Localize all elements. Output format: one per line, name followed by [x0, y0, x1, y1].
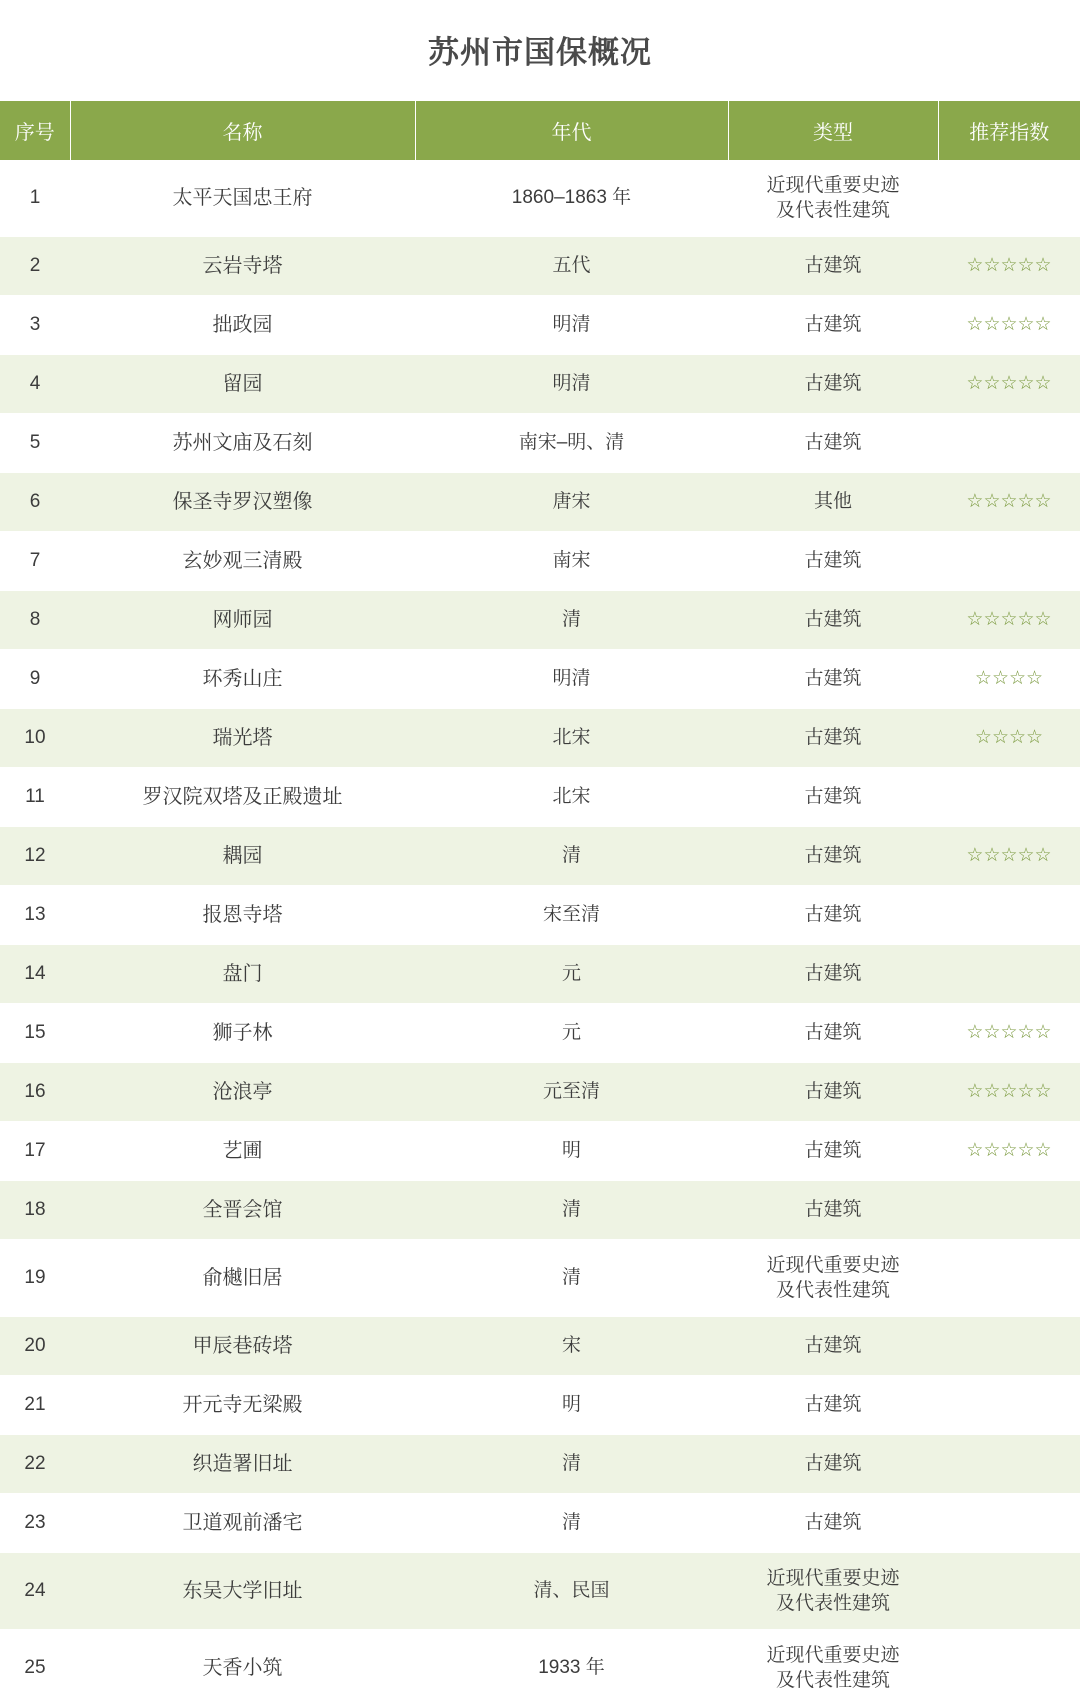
cell-rating: ☆☆☆☆☆	[938, 237, 1080, 296]
cell-name: 俞樾旧居	[70, 1240, 415, 1317]
cell-era: 清	[415, 1240, 728, 1317]
cell-rating: ☆☆☆☆☆	[938, 355, 1080, 414]
cell-rating: ☆☆☆☆☆	[938, 591, 1080, 650]
table-row	[0, 1494, 1080, 1553]
table-row	[0, 355, 1080, 414]
table-row	[0, 1181, 1080, 1240]
table-row	[0, 237, 1080, 296]
table-row	[0, 1240, 1080, 1317]
cell-index: 18	[0, 1181, 70, 1240]
cell-rating	[938, 945, 1080, 1004]
type-line: 及代表性建筑	[775, 200, 890, 221]
cell-type	[728, 160, 938, 237]
cell-name: 天香小筑	[70, 1630, 415, 1707]
cell-index: 15	[0, 1004, 70, 1063]
cell-index: 22	[0, 1435, 70, 1494]
cell-name: 报恩寺塔	[70, 886, 415, 945]
cell-era: 唐宋	[415, 473, 728, 532]
cell-index: 13	[0, 886, 70, 945]
cell-name: 拙政园	[70, 296, 415, 355]
cell-era: 元	[415, 1004, 728, 1063]
cell-name: 瑞光塔	[70, 709, 415, 768]
cell-rating	[938, 1376, 1080, 1435]
cell-rating	[938, 1181, 1080, 1240]
table-row	[0, 886, 1080, 945]
cell-name: 罗汉院双塔及正殿遗址	[70, 768, 415, 827]
cell-rating	[938, 1553, 1080, 1630]
cell-era: 清	[415, 1435, 728, 1494]
table-row	[0, 768, 1080, 827]
cell-type: 古建筑	[728, 591, 938, 650]
cell-era: 元至清	[415, 1063, 728, 1122]
cell-type: 古建筑	[728, 355, 938, 414]
table-header	[0, 101, 1080, 160]
cell-era: 南宋	[415, 532, 728, 591]
cell-name: 织造署旧址	[70, 1435, 415, 1494]
cell-name: 玄妙观三清殿	[70, 532, 415, 591]
cell-name: 艺圃	[70, 1122, 415, 1181]
table-row	[0, 1004, 1080, 1063]
cell-type: 古建筑	[728, 945, 938, 1004]
cell-index: 11	[0, 768, 70, 827]
table-row	[0, 650, 1080, 709]
cell-era: 北宋	[415, 709, 728, 768]
cell-type: 古建筑	[728, 886, 938, 945]
cell-name: 耦园	[70, 827, 415, 886]
cell-index: 1	[0, 160, 70, 237]
table-row	[0, 160, 1080, 237]
table-row	[0, 532, 1080, 591]
cell-era: 明清	[415, 650, 728, 709]
cell-index: 7	[0, 532, 70, 591]
cell-era: 北宋	[415, 768, 728, 827]
cell-index: 16	[0, 1063, 70, 1122]
cell-index: 14	[0, 945, 70, 1004]
cell-rating: ☆☆☆☆☆	[938, 296, 1080, 355]
cell-type: 古建筑	[728, 1494, 938, 1553]
column-header-era: 年代	[415, 101, 728, 160]
cell-rating	[938, 1630, 1080, 1707]
cell-rating	[938, 1317, 1080, 1376]
table-row	[0, 591, 1080, 650]
table-row	[0, 1435, 1080, 1494]
cell-index: 5	[0, 414, 70, 473]
cell-type: 古建筑	[728, 1122, 938, 1181]
cell-name: 留园	[70, 355, 415, 414]
cell-index: 10	[0, 709, 70, 768]
table-row	[0, 473, 1080, 532]
cell-index: 25	[0, 1630, 70, 1707]
cell-type: 古建筑	[728, 827, 938, 886]
cell-rating: ☆☆☆☆☆	[938, 1122, 1080, 1181]
cell-era: 元	[415, 945, 728, 1004]
cell-name: 卫道观前潘宅	[70, 1494, 415, 1553]
cell-index: 2	[0, 237, 70, 296]
cell-rating: ☆☆☆☆	[938, 650, 1080, 709]
cell-type: 其他	[728, 473, 938, 532]
column-header-rating: 推荐指数	[938, 101, 1080, 160]
cell-index: 3	[0, 296, 70, 355]
cell-era: 南宋–明、清	[415, 414, 728, 473]
cell-era: 明清	[415, 296, 728, 355]
cell-type: 古建筑	[728, 1063, 938, 1122]
cell-era: 宋	[415, 1317, 728, 1376]
cell-type: 古建筑	[728, 296, 938, 355]
cell-type: 古建筑	[728, 650, 938, 709]
table-row	[0, 1376, 1080, 1435]
cell-rating: ☆☆☆☆☆	[938, 827, 1080, 886]
table-row	[0, 827, 1080, 886]
cell-name: 狮子林	[70, 1004, 415, 1063]
table-row	[0, 945, 1080, 1004]
cell-era: 清	[415, 1181, 728, 1240]
cell-type	[728, 1630, 938, 1707]
cell-rating	[938, 160, 1080, 237]
table-row	[0, 1063, 1080, 1122]
cell-era: 明	[415, 1122, 728, 1181]
type-line: 近现代重要史迹	[766, 1644, 900, 1666]
table-row	[0, 1553, 1080, 1630]
cell-type: 古建筑	[728, 1376, 938, 1435]
cell-index: 19	[0, 1240, 70, 1317]
cell-name: 沧浪亭	[70, 1063, 415, 1122]
cell-rating	[938, 1240, 1080, 1317]
cell-era: 清	[415, 827, 728, 886]
cell-era: 五代	[415, 237, 728, 296]
cell-era: 清	[415, 591, 728, 650]
cell-rating: ☆☆☆☆☆	[938, 1004, 1080, 1063]
cell-rating	[938, 1494, 1080, 1553]
cell-name: 保圣寺罗汉塑像	[70, 473, 415, 532]
cell-type	[728, 1553, 938, 1630]
cell-type: 古建筑	[728, 1181, 938, 1240]
cell-index: 6	[0, 473, 70, 532]
table-row	[0, 296, 1080, 355]
table-row	[0, 1630, 1080, 1707]
cell-era: 清、民国	[415, 1553, 728, 1630]
cell-rating	[938, 1435, 1080, 1494]
cell-type: 古建筑	[728, 414, 938, 473]
table-body	[0, 160, 1080, 1707]
table-row	[0, 1122, 1080, 1181]
cell-type: 古建筑	[728, 768, 938, 827]
cell-index: 4	[0, 355, 70, 414]
cell-index: 24	[0, 1553, 70, 1630]
cell-type: 古建筑	[728, 1435, 938, 1494]
cell-name: 苏州文庙及石刻	[70, 414, 415, 473]
type-line: 及代表性建筑	[775, 1280, 890, 1301]
cell-era: 宋至清	[415, 886, 728, 945]
cell-name: 全晋会馆	[70, 1181, 415, 1240]
type-line: 近现代重要史迹	[766, 1567, 900, 1589]
cell-index: 17	[0, 1122, 70, 1181]
table-row	[0, 1317, 1080, 1376]
cell-name: 网师园	[70, 591, 415, 650]
cell-era: 1860–1863 年	[415, 160, 728, 237]
type-line: 及代表性建筑	[775, 1593, 890, 1614]
column-header-type: 类型	[728, 101, 938, 160]
cell-index: 23	[0, 1494, 70, 1553]
page-title: 苏州市国保概况	[428, 35, 652, 70]
cell-rating	[938, 532, 1080, 591]
cell-rating	[938, 414, 1080, 473]
cell-rating: ☆☆☆☆☆	[938, 473, 1080, 532]
type-line: 近现代重要史迹	[766, 174, 900, 196]
table-row	[0, 709, 1080, 768]
cell-index: 8	[0, 591, 70, 650]
cell-type: 古建筑	[728, 532, 938, 591]
cell-type: 古建筑	[728, 1004, 938, 1063]
cell-index: 21	[0, 1376, 70, 1435]
cell-name: 盘门	[70, 945, 415, 1004]
cell-name: 太平天国忠王府	[70, 160, 415, 237]
cell-index: 9	[0, 650, 70, 709]
cell-name: 东吴大学旧址	[70, 1553, 415, 1630]
cell-era: 明	[415, 1376, 728, 1435]
cell-era: 1933 年	[415, 1630, 728, 1707]
cell-name: 云岩寺塔	[70, 237, 415, 296]
cell-type: 古建筑	[728, 237, 938, 296]
cell-name: 甲辰巷砖塔	[70, 1317, 415, 1376]
cell-era: 明清	[415, 355, 728, 414]
cell-rating: ☆☆☆☆☆	[938, 1063, 1080, 1122]
column-header-name: 名称	[70, 101, 415, 160]
cell-rating	[938, 768, 1080, 827]
type-line: 及代表性建筑	[775, 1670, 890, 1691]
cell-era: 清	[415, 1494, 728, 1553]
cell-index: 20	[0, 1317, 70, 1376]
cell-name: 环秀山庄	[70, 650, 415, 709]
cell-rating	[938, 886, 1080, 945]
cell-type: 古建筑	[728, 709, 938, 768]
cell-index: 12	[0, 827, 70, 886]
cell-type: 古建筑	[728, 1317, 938, 1376]
type-line: 近现代重要史迹	[766, 1254, 900, 1276]
cell-name: 开元寺无梁殿	[70, 1376, 415, 1435]
table-header-row	[0, 101, 1080, 160]
cell-rating: ☆☆☆☆	[938, 709, 1080, 768]
column-header-index: 序号	[0, 101, 70, 160]
heritage-table	[0, 101, 1080, 1707]
cell-type	[728, 1240, 938, 1317]
table-row	[0, 414, 1080, 473]
